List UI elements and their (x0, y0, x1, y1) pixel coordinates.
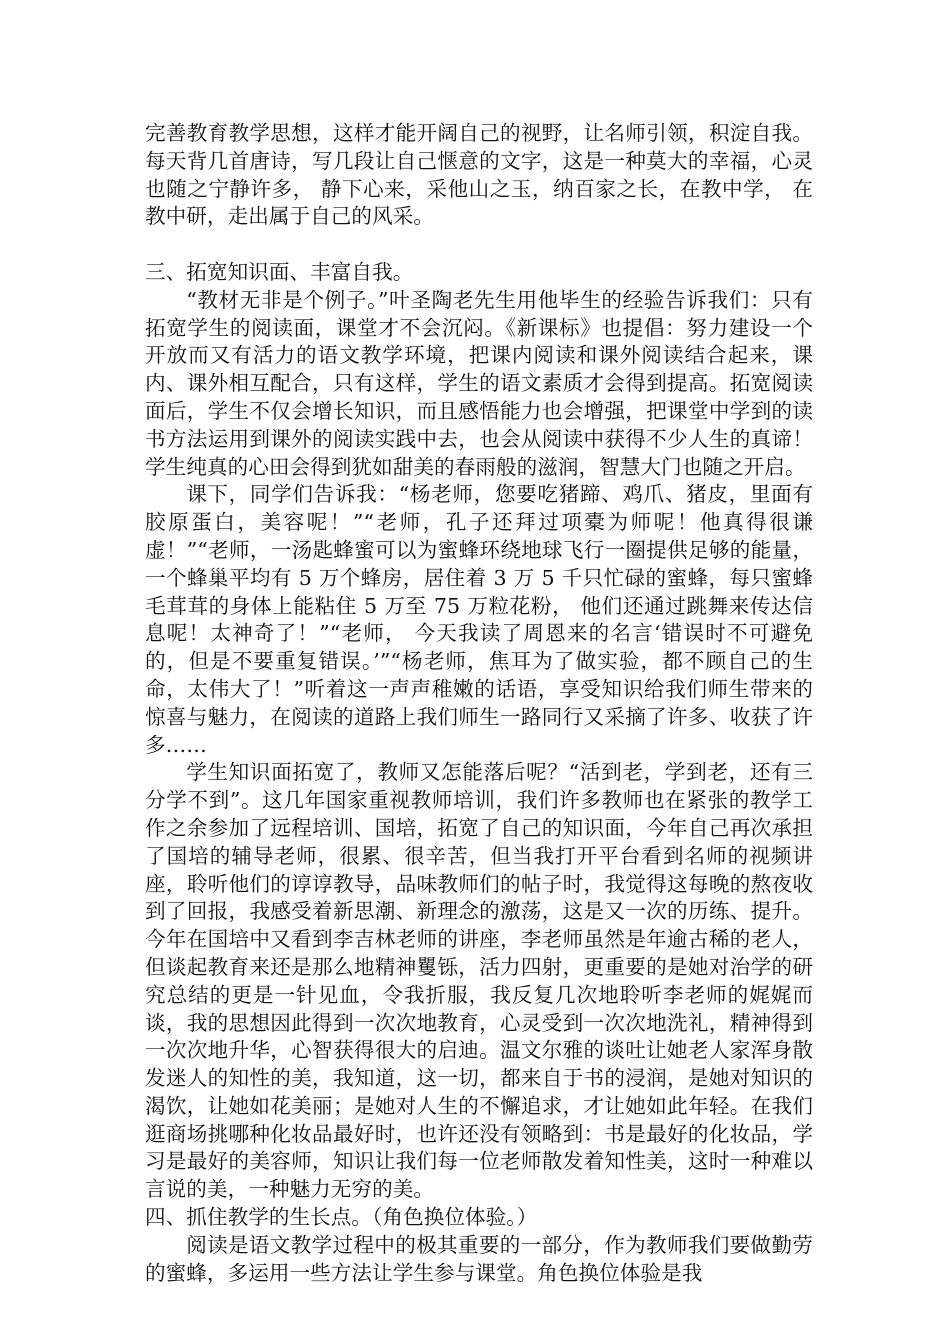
blank-line (145, 231, 813, 259)
section-heading-3: 三、拓宽知识面、丰富自我。 (145, 259, 414, 284)
paragraph-reading-role: 阅读是语文教学过程中的极其重要的一部分，作为教师我们要做勤劳的蜜蜂，多运用一些方法让学生参与课堂。角色换位体验是我 (145, 1232, 813, 1285)
section-heading-4: 四、抓住教学的生长点。（角色换位体验。） (145, 1205, 538, 1230)
paragraph-textbook-example: “教材无非是个例子。”叶圣陶老先生用他毕生的经验告诉我们：只有拓宽学生的阅读面，课堂才不会沉闷。《新课标》也提倡：努力建设一个开放而又有活力的语文教学环境，把课内阅读和课外阅读结合起来，课内、课外相互配合，只有这样，学生的语文素质才会得到提高。拓宽阅读面后，学生不仅会增长知识，而且感悟能力也会增强，把课堂中学到的读书方法运用到课外的阅读实践中去，也会从阅读中获得不少人生的真谛！学生纯真的心田会得到犹如甜美的春雨般的滋润，智慧大门也随之开启。 (145, 287, 813, 479)
paragraph-student-quotes: 课下，同学们告诉我：“杨老师，您要吃猪蹄、鸡爪、猪皮，里面有胶原蛋白，美容呢！”“老师，孔子还拜过项橐为师呢！他真得很谦虚！”“老师，一汤匙蜂蜜可以为蜜蜂环绕地球飞行一圈提供足够的能量，一个蜂巢平均有 5 万个蜂房，居住着 3 万 5 千只忙碌的蜜蜂，每只蜜蜂毛茸茸的身体上能粘住 5 万至 75 万粒花粉， 他们还通过跳舞来传达信息呢！太神奇了！”“老师， 今天我读了周恩来的名言‘错误时不可避免的，但是不要重复错误。’”“杨老师，焦耳为了做实验，都不顾自己的生命，太伟大了！”听着这一声声稚嫩的话语，享受知识给我们师生带来的惊喜与魅力，在阅读的道路上我们师生一路同行又采摘了许多、收获了许多…… (145, 482, 813, 757)
paragraph-teacher-growth: 学生知识面拓宽了，教师又怎能落后呢？“活到老，学到老，还有三分学不到”。这几年国家重视教师培训，我们许多教师也在紧张的教学工作之余参加了远程培训、国培，拓宽了自己的知识面，今年自己再次承担了国培的辅导老师，很累、很辛苦，但当我打开平台看到名师的视频讲座，聆听他们的谆谆教导，品味教师们的帖子时，我觉得这每晚的熬夜收到了回报，我感受着新思潮、新理念的激荡，这是又一次的历练、提升。今年在国培中又看到李吉林老师的讲座，李老师虽然是年逾古稀的老人，但谈起教育来还是那么地精神矍铄，活力四射，更重要的是她对治学的研究总结的更是一针见血，令我折服，我反复几次地聆听李老师的娓娓而谈，我的思想因此得到一次次地教育，心灵受到一次次地洗礼，精神得到一次次地升华，心智获得很大的启迪。温文尔雅的谈吐让她老人家浑身散发迷人的知性的美，我知道，这一切，都来自于书的浸润，是她对知识的渴饮，让她如花美丽；是她对人生的不懈追求，才让她如此年轻。在我们逛商场挑哪种化妆品最好时，也许还没有领略到：书是最好的化妆品，学习是最好的美容师，知识让我们每一位老师散发着知性美，这时一种难以言说的美，一种魅力无穷的美。 (145, 760, 813, 1202)
paragraph-intro: 完善教育教学思想，这样才能开阔自己的视野，让名师引领，积淀自我。每天背几首唐诗，写几段让自己惬意的文字，这是一种莫大的幸福，心灵也随之宁静许多， 静下心来，采他山之玉，纳百家之长，在教中学， 在教中研，走出属于自己的风采。 (145, 121, 813, 229)
document-page (145, 120, 813, 1287)
